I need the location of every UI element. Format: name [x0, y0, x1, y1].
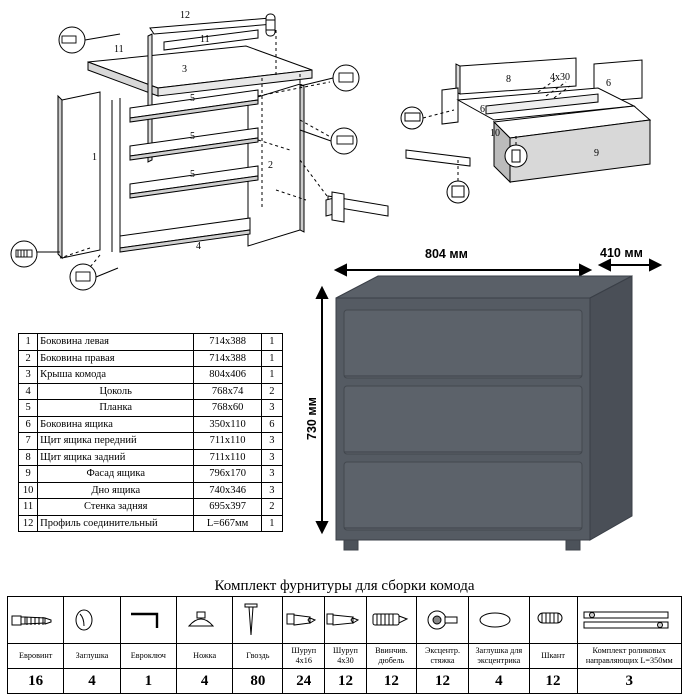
- part-dim: 796х170: [194, 466, 262, 483]
- part-no: 5: [19, 400, 38, 417]
- svg-text:4х30: 4х30: [550, 72, 570, 83]
- kit-item-label: Шкант: [529, 644, 577, 669]
- kit-item-count: 4: [64, 669, 120, 694]
- part-no: 9: [19, 466, 38, 483]
- height-dimension-label: 730 мм: [305, 397, 319, 440]
- kit-item-count: 80: [233, 669, 283, 694]
- kit-item-label: Ввинчив. дюбель: [366, 644, 416, 669]
- kit-item-count: 12: [325, 669, 367, 694]
- kit-item-count: 3: [577, 669, 681, 694]
- kit-item-label: Шуруп 4х30: [325, 644, 367, 669]
- screw-4x30-icon: [325, 597, 367, 644]
- table-row: [19, 433, 283, 450]
- part-dim: 714х388: [194, 350, 262, 367]
- part-qty: 3: [261, 400, 282, 417]
- table-row: [19, 515, 283, 532]
- table-row: [19, 383, 283, 400]
- kit-item-count: 16: [8, 669, 64, 694]
- parts-table-body: [19, 334, 283, 532]
- part-dim: 804х406: [194, 367, 262, 384]
- kit-item-label: Гвоздь: [233, 644, 283, 669]
- part-qty: 6: [261, 416, 282, 433]
- kit-item-label: Заглушка для эксцентрика: [469, 644, 530, 669]
- kit-item-label: Евровинт: [8, 644, 64, 669]
- product-dimension-drawing: [300, 240, 689, 570]
- part-dim: L=667мм: [194, 515, 262, 532]
- part-dim: 768х60: [194, 400, 262, 417]
- part-no: 6: [19, 416, 38, 433]
- svg-text:11: 11: [200, 34, 210, 45]
- svg-text:11: 11: [114, 44, 124, 55]
- wood-dowel-icon: [529, 597, 577, 644]
- part-dim: 740х346: [194, 482, 262, 499]
- svg-text:9: 9: [594, 148, 599, 159]
- kit-item-label: Евроключ: [120, 644, 176, 669]
- kit-item-count: 4: [176, 669, 232, 694]
- part-dim: 714х388: [194, 334, 262, 351]
- svg-text:5: 5: [190, 131, 195, 142]
- part-qty: 1: [261, 367, 282, 384]
- kit-item-label: Заглушка: [64, 644, 120, 669]
- allen-key-icon: [120, 597, 176, 644]
- hardware-kit-title: Комплект фурнитуры для сборки комода: [214, 578, 475, 594]
- part-no: 12: [19, 515, 38, 532]
- furniture-leg-icon: [176, 597, 232, 644]
- kit-item-count: 12: [529, 669, 577, 694]
- kit-item-count: 1: [120, 669, 176, 694]
- part-no: 10: [19, 482, 38, 499]
- svg-text:6: 6: [606, 78, 611, 89]
- table-row: [19, 334, 283, 351]
- part-qty: 3: [261, 482, 282, 499]
- part-name: Дно ящика: [38, 482, 194, 499]
- part-name: Стенка задняя: [38, 499, 194, 516]
- part-no: 3: [19, 367, 38, 384]
- part-name: Фасад ящика: [38, 466, 194, 483]
- width-dimension-label: 804 мм: [425, 247, 468, 261]
- cam-cover-icon: [469, 597, 530, 644]
- part-qty: 1: [261, 515, 282, 532]
- kit-item-label: Шуруп 4х16: [283, 644, 325, 669]
- table-row: [19, 350, 283, 367]
- table-row: [19, 482, 283, 499]
- part-dim: 711х110: [194, 449, 262, 466]
- table-row: [19, 400, 283, 417]
- part-dim: 768х74: [194, 383, 262, 400]
- svg-text:1: 1: [92, 152, 97, 163]
- part-no: 4: [19, 383, 38, 400]
- kit-item-count: 4: [469, 669, 530, 694]
- part-name: Щит ящика задний: [38, 449, 194, 466]
- part-qty: 3: [261, 433, 282, 450]
- svg-text:4: 4: [196, 241, 201, 252]
- part-name: Планка: [38, 400, 194, 417]
- part-qty: 1: [261, 350, 282, 367]
- part-no: 2: [19, 350, 38, 367]
- table-row: [19, 367, 283, 384]
- part-dim: 695х397: [194, 499, 262, 516]
- kit-item-count: 24: [283, 669, 325, 694]
- kit-item-count: 12: [416, 669, 468, 694]
- kit-item-label: Ножка: [176, 644, 232, 669]
- part-no: 8: [19, 449, 38, 466]
- part-dim: 711х110: [194, 433, 262, 450]
- hardware-kit-table: [7, 596, 682, 694]
- part-no: 1: [19, 334, 38, 351]
- euro-screw-icon: [8, 597, 64, 644]
- part-no: 7: [19, 433, 38, 450]
- parts-list-table: [18, 333, 283, 532]
- svg-text:6: 6: [480, 104, 485, 115]
- kit-item-label: Комплект роликовых направляющих L=350мм: [577, 644, 681, 669]
- depth-dimension-label: 410 мм: [600, 246, 643, 260]
- screw-4x16-icon: [283, 597, 325, 644]
- part-name: Боковина ящика: [38, 416, 194, 433]
- part-name: Боковина левая: [38, 334, 194, 351]
- table-row: [19, 449, 283, 466]
- part-qty: 2: [261, 499, 282, 516]
- part-qty: 1: [261, 334, 282, 351]
- cap-plug-icon: [64, 597, 120, 644]
- part-dim: 350х110: [194, 416, 262, 433]
- part-name: Профиль соединительный: [38, 515, 194, 532]
- svg-text:5: 5: [190, 93, 195, 104]
- table-row: [19, 416, 283, 433]
- nail-icon: [233, 597, 283, 644]
- kit-item-count: 12: [366, 669, 416, 694]
- part-name: Щит ящика передний: [38, 433, 194, 450]
- part-qty: 3: [261, 449, 282, 466]
- part-name: Крыша комода: [38, 367, 194, 384]
- part-name: Цоколь: [38, 383, 194, 400]
- part-qty: 2: [261, 383, 282, 400]
- part-no: 11: [19, 499, 38, 516]
- drawer-assembly-diagram: [398, 40, 688, 220]
- svg-text:8: 8: [506, 74, 511, 85]
- svg-text:10: 10: [490, 128, 500, 139]
- dowel-screw-icon: [366, 597, 416, 644]
- part-name: Боковина правая: [38, 350, 194, 367]
- drawer-slide-icon: [577, 597, 681, 644]
- table-row: [19, 499, 283, 516]
- svg-text:2: 2: [268, 160, 273, 171]
- kit-item-label: Эксцентр. стяжка: [416, 644, 468, 669]
- table-row: [19, 466, 283, 483]
- part-qty: 3: [261, 466, 282, 483]
- cam-lock-icon: [416, 597, 468, 644]
- svg-text:12: 12: [180, 10, 190, 21]
- svg-text:5: 5: [190, 169, 195, 180]
- svg-text:3: 3: [182, 64, 187, 75]
